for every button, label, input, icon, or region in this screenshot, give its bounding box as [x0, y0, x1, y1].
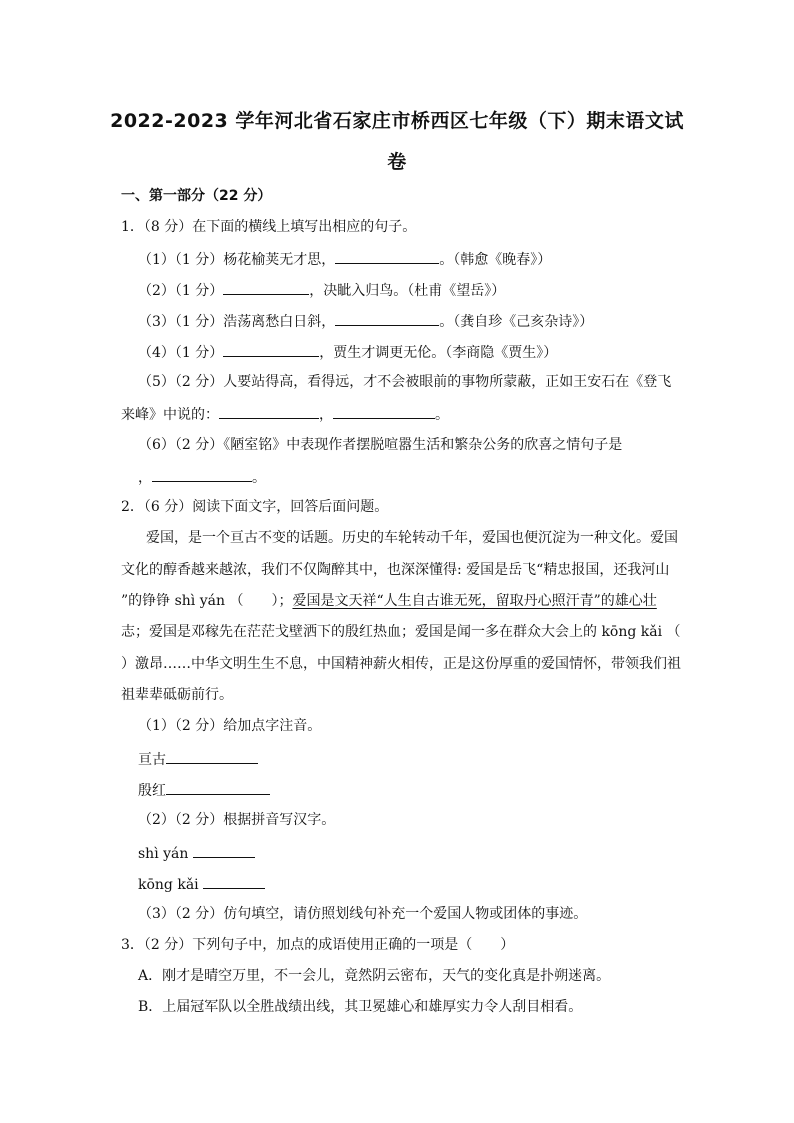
q2-pinyin2 — [138, 873, 265, 895]
q3-option-b[interactable]: B．上届冠军队以全胜战绩出线，其卫冕雄心和雄厚实力令人刮目相看。 — [138, 999, 583, 1015]
q2-sub3: （3）（2 分）仿句填空，请仿照划线句补充一个爱国人物或团体的事迹。 — [138, 906, 588, 922]
underlined-sentence: 爱国是文天祥“人生自古谁无死，留取丹心照汗青”的雄心壮 — [292, 593, 657, 609]
q1-stem: 1．（8 分）在下面的横线上填写出相应的句子。 — [121, 219, 417, 235]
q3-option-a[interactable]: A．刚才是晴空万里，不一会儿，竟然阴云密布，天气的变化真是扑朔迷离。 — [138, 968, 611, 984]
q2-sub2: （2）（2 分）根据拼音写汉字。 — [138, 812, 336, 828]
q1-sub1-text: （1）（1 分）杨花榆荚无才思， — [138, 252, 336, 268]
q3-stem: 3．（2 分）下列句子中，加点的成语使用正确的一项是（ ） — [121, 937, 515, 953]
answer-blank[interactable] — [223, 341, 319, 357]
q1-sub2-label: （2）（1 分） — [138, 283, 224, 299]
q2-word2-text: 殷红 — [138, 783, 166, 799]
q1-sub6-period: 。 — [252, 470, 266, 486]
q1-sub2-text: ，决眦入归鸟。（杜甫《望岳》） — [309, 283, 506, 299]
q1-sub4 — [138, 341, 557, 363]
q1-sub5-comma: ， — [319, 407, 333, 423]
answer-blank[interactable] — [333, 403, 435, 419]
q1-sub5-line2 — [121, 403, 449, 425]
exam-title-line-1: 2022-2023 学年河北省石家庄市桥西区七年级（下）期末语文试 — [110, 110, 684, 132]
q1-sub3-source: 。（龚自珍《己亥杂诗》） — [439, 314, 594, 330]
q2-stem: 2．（6 分）阅读下面文字，回答后面问题。 — [121, 499, 389, 515]
answer-blank[interactable] — [203, 873, 265, 889]
q2-passage-line6: 祖辈辈砥砺前行。 — [121, 687, 233, 703]
q1-sub4-label: （4）（1 分） — [138, 345, 224, 361]
q2-word1 — [138, 748, 258, 770]
answer-blank[interactable] — [166, 779, 270, 795]
answer-blank[interactable] — [223, 279, 309, 295]
q2-passage-line5: ）激昂……中华文明生生不息，中国精神薪火相传，正是这份厚重的爱国情怀，带领我们祖 — [121, 656, 681, 672]
answer-blank[interactable] — [335, 248, 439, 264]
q1-sub3 — [138, 310, 593, 332]
answer-blank[interactable] — [219, 403, 319, 419]
q1-sub5-line1: （5）（2 分）人要站得高，看得远，才不会被眼前的事物所蒙蔽，正如王安石在《登飞 — [138, 374, 672, 390]
q2-pinyin2-text: kōng kǎi — [138, 877, 199, 893]
q2-word1-text: 亘古 — [138, 752, 166, 768]
q1-sub3-text: （3）（1 分）浩荡离愁白日斜， — [138, 314, 336, 330]
answer-blank[interactable] — [166, 748, 258, 764]
q2-pinyin1 — [138, 842, 255, 864]
q2-passage-line2: 文化的醇香越来越浓，我们不仅陶醉其中，也深深懂得: 爱国是岳飞“精忠报国，还我河山 — [121, 562, 670, 578]
q1-sub6-line2 — [138, 466, 266, 488]
answer-blank[interactable] — [335, 310, 439, 326]
q2-passage-line4: 志；爱国是邓稼先在茫茫戈壁洒下的殷红热血；爱国是闻一多在群众大会上的 kōng kǎi （ — [121, 624, 681, 640]
q1-sub5-prefix: 来峰》中说的： — [121, 407, 219, 423]
section-heading: 一、第一部分（22 分） — [121, 188, 272, 204]
q2-passage-line1: 爱国，是一个亘古不变的话题。历史的车轮转动千年，爱国也便沉淀为一种文化。爱国 — [146, 530, 678, 546]
q2-pinyin1-text: shì yán — [138, 846, 189, 862]
q1-sub2 — [138, 279, 505, 301]
q2-passage-line3-start: ”的铮铮 shì yán （ ）； — [121, 593, 293, 609]
q1-sub1-source: 。（韩愈《晚春》） — [439, 252, 552, 268]
q2-sub1: （1）（2 分）给加点字注音。 — [138, 718, 322, 734]
q1-sub1 — [138, 248, 551, 270]
q2-word2 — [138, 779, 270, 801]
exam-title-line-2: 卷 — [387, 151, 407, 173]
q2-passage-line3 — [121, 591, 657, 611]
q1-sub5-period: 。 — [435, 407, 449, 423]
answer-blank[interactable] — [152, 466, 252, 482]
q1-sub6-line1: （6）（2 分）《陋室铭》中表现作者摆脱喧嚣生活和繁杂公务的欣喜之情句子是 — [138, 437, 623, 453]
q1-sub6-comma: ， — [138, 470, 152, 486]
q1-sub4-text: ，贾生才调更无伦。（李商隐《贾生》） — [319, 345, 558, 361]
answer-blank[interactable] — [193, 842, 255, 858]
